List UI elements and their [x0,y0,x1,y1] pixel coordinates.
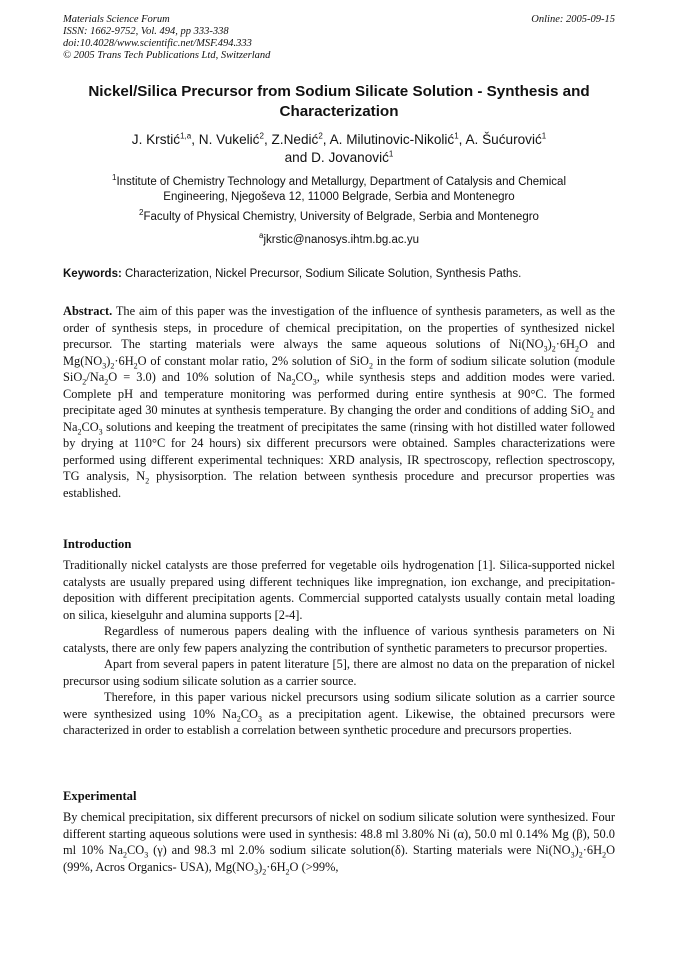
affiliation-mark: 1 [111,173,117,183]
author-name: J. Krstić [131,132,181,147]
title-line-2: Characterization [279,103,399,120]
experimental-heading: Experimental [63,789,137,803]
paragraph: Apart from several papers in patent literature [5], there are almost no data on the preparation of nickel precursor using sodium silicate solution as a carrier source. [63,657,615,688]
author-affiliation-mark: 2 [318,131,323,141]
journal-header [63,14,270,62]
affiliation-text: Institute of Chemistry Technology and Metallurgy, Department of Catalysis and Chemical [116,176,566,188]
author-list [63,131,615,167]
keywords [63,267,615,282]
abstract [63,303,615,501]
doi-line: doi:10.4028/www.scientific.net/MSF.494.333 [63,38,252,49]
author-affiliation-mark: 1,a [180,131,192,141]
affiliation-mark: 2 [139,208,144,218]
introduction-heading: Introduction [63,537,132,551]
affiliation-2 [63,210,615,225]
email-mark: a [259,231,264,241]
author-affiliation-mark: 2 [259,131,264,141]
author-name: , A. Milutinovic-Nikolić [322,132,455,147]
author-affiliation-mark: 1 [541,131,547,141]
corresponding-email [63,233,615,248]
journal-name: Materials Science Forum [63,14,170,25]
introduction-body [63,557,615,739]
author-line-1 [63,131,615,149]
paragraph: By chemical precipitation, six different precursors of nickel on sodium silicate solution were synthesized. Four different starting aqueous solutions were used in synthesis: 48.8 ml 3.80% Ni (α), 50.0 ml 0.14% Mg (β), 50.0 ml 10% $Na_2CO_3$ (γ) and 98.3 ml 2.0% sodium silicate solution(δ). Starting materials were $Ni(NO_3)_2\cdot 6H_2O$ (99%, Acros Organics- USA), $Mg(NO_3)_2\cdot 6H_2O$ (>99%, [63,810,616,876]
affiliation-text: Engineering, Njegoševa 12, 11000 Belgrade, Serbia and Montenegro [163,191,515,203]
keywords-label: Keywords: [63,268,122,280]
author-name: , N. Vukelić [191,132,260,147]
title-line-1: Nickel/Silica Precursor from Sodium Silicate Solution - Synthesis and [88,83,590,100]
keywords-text: Characterization, Nickel Precursor, Sodium Silicate Solution, Synthesis Paths. [121,268,522,280]
abstract-paragraph: Abstract. The aim of this paper was the investigation of the influence of synthesis parameters, as well as the order of synthesis steps, in procedure of chemical precipitation, on the properties of synthesized nickel precursor. The starting materials were always the same aqueous solutions of $Ni(NO_3)_2\cdot 6H_2O$ and $Mg(NO_3)_2\cdot 6H_2O$ of constant molar ratio, 2% solution of SiO$_2$ in the form of sodium silicate solution (module $SiO_2/Na_2O = 3.0$) and 10% solution of $Na_2CO_3$, while synthesis steps and addition modes were varied. Complete pH and temperature monitoring was performed during entire synthesis at 90°C. The formed precipitate aged 30 minutes at synthesis temperature. By changing the order and conditions of adding SiO$_2$ and $Na_2CO_3$ solutions and keeping the treatment of precipitates the same (rinsing with hot distilled water followed by drying at 110°C for 24 hours) six different precursors were obtained. Samples characterizations were performed using different experimental techniques: XRD analysis, IR spectroscopy, reflection spectroscopy, TG analysis, $N_2$ physisorption. The relation between synthesis procedure and precursor properties was established. [63,304,615,500]
author-affiliation-mark: 1 [388,149,394,159]
abstract-label: Abstract. [63,304,113,318]
paragraph: Therefore, in this paper various nickel precursors using sodium silicate solution as a carrier source were synthesized using 10% $Na_2CO_3$ as a precipitation agent. Likewise, the obtained precursors were characterized in order to establish a correlation between synthetic procedure and precursors properties. [63,690,615,737]
email-address: jkrstic@nanosys.ihtm.bg.ac.yu [263,234,419,246]
affiliation-text: Faculty of Physical Chemistry, University of Belgrade, Serbia and Montenegro [143,211,539,223]
experimental-body [63,809,615,875]
paragraph: Traditionally nickel catalysts are those preferred for vegetable oils hydrogenation [1]. Silica-supported nickel catalysts are usually prepared using different techniques like impregnation, ion exchange, and precipitation-deposition with different precipitation agents. Commercial supported catalysts usually contain metal loading on silica, kieselguhr and alumina supports [2-4]. [63,558,615,622]
affiliation-1 [63,175,615,205]
author-name: , Z.Nedić [263,132,319,147]
paper-title [63,82,615,122]
copyright-line: © 2005 Trans Tech Publications Ltd, Switzerland [63,50,271,61]
author-name: and D. Jovanović [284,150,389,165]
author-line-2 [63,149,615,167]
paragraph: Regardless of numerous papers dealing with the influence of various synthesis parameters on Ni catalysts, there are only few papers analyzing the contribution of synthetic parameters to precursor properties. [63,624,615,655]
issn-line: ISSN: 1662-9752, Vol. 494, pp 333-338 [63,26,229,37]
online-date: Online: 2005-09-15 [531,14,615,25]
author-affiliation-mark: 1 [454,131,459,141]
author-name: , A. Šućurović [458,132,542,147]
